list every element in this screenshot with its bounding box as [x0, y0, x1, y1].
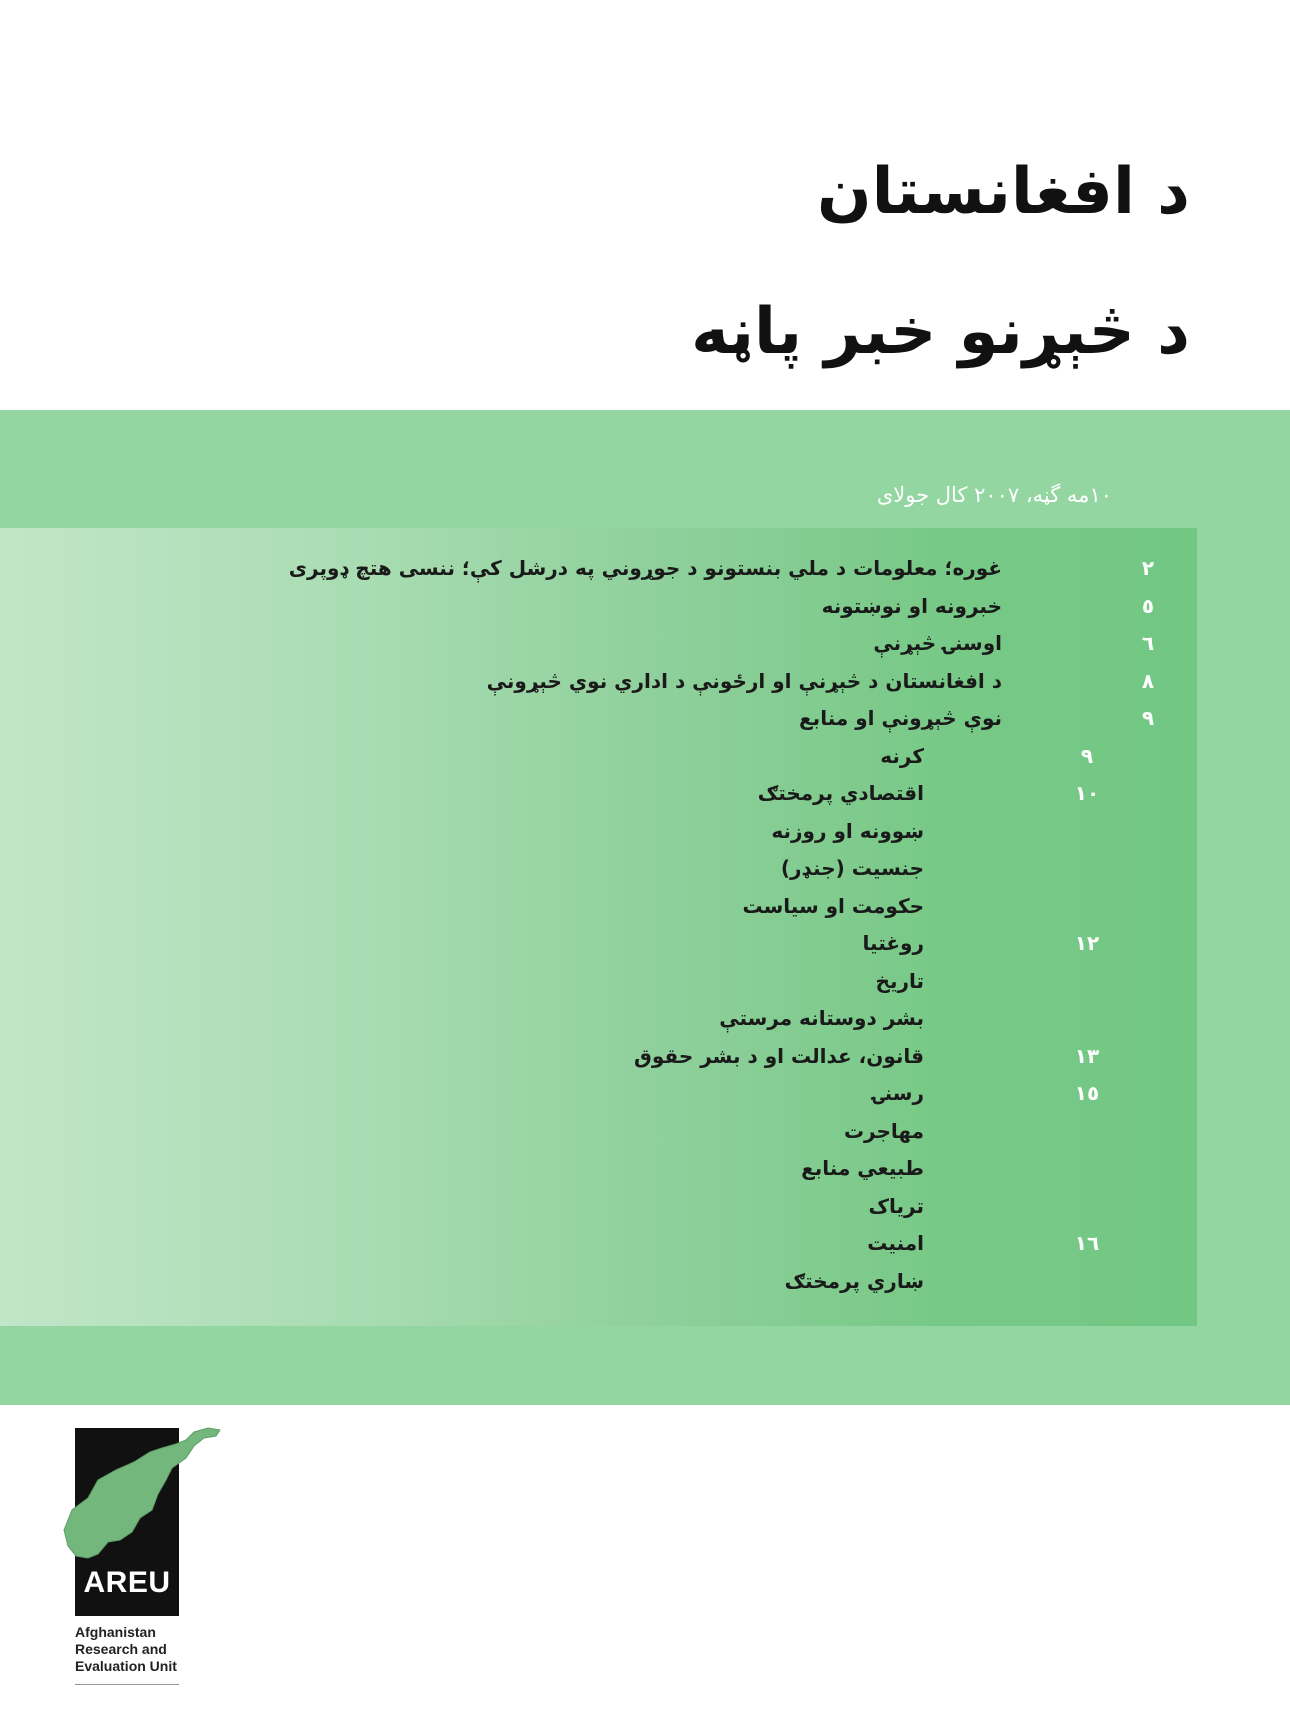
toc-entry — [0, 1002, 1197, 1038]
toc-page-number: ٩ — [1141, 706, 1155, 730]
toc-entry — [0, 1265, 1197, 1301]
toc-entry-title: اوسنۍ څېړنې — [873, 631, 1002, 655]
table-of-contents — [0, 528, 1197, 1326]
toc-entry-title: نوې څېړونې او منابع — [799, 706, 1002, 730]
logo-line-1: Afghanistan — [75, 1624, 156, 1640]
toc-entry-title: قانون، عدالت او د بشر حقوق — [634, 1043, 924, 1068]
toc-entry — [0, 815, 1197, 851]
toc-entry — [0, 927, 1197, 963]
toc-entry — [0, 965, 1197, 1001]
toc-entry-title: ښاري پرمختګ — [784, 1268, 924, 1293]
toc-entry — [0, 665, 1197, 701]
toc-entry-title: تاریخ — [875, 968, 924, 993]
toc-entry-title: جنسیت (جنډر) — [780, 856, 924, 880]
toc-entry-title: مهاجرت — [843, 1118, 924, 1143]
toc-entry — [0, 890, 1197, 926]
toc-entry — [0, 627, 1197, 663]
toc-entry — [0, 777, 1197, 813]
toc-page-number: ٦ — [1141, 631, 1155, 655]
logo-subtitle — [75, 1624, 177, 1675]
toc-entry — [0, 852, 1197, 888]
toc-entry — [0, 1152, 1197, 1188]
toc-entry-title: رسنۍ — [872, 1081, 924, 1105]
toc-page-number: ٢ — [1141, 556, 1155, 580]
toc-entry — [0, 740, 1197, 776]
logo-rule — [75, 1684, 179, 1685]
toc-page-number: ١٢ — [1074, 931, 1100, 955]
toc-entry — [0, 1040, 1197, 1076]
toc-entry-title: غوره؛ معلومات د ملي بنستونو د جوړوني په درشل کې؛ ننسی هتچ ډوپری — [288, 556, 1002, 580]
toc-entry — [0, 1227, 1197, 1263]
toc-page-number: ١٣ — [1074, 1043, 1100, 1068]
title-line-1: د افغانستان — [816, 155, 1190, 229]
toc-page-number: ٩ — [1080, 743, 1094, 768]
logo-line-2: Research and — [75, 1641, 167, 1657]
toc-entry — [0, 590, 1197, 626]
toc-entry-title: د افغانستان د څېړنې او ارځونې د اداري نوي څېړونې — [486, 668, 1002, 693]
toc-entry-title: حکومت او سیاست — [742, 893, 924, 918]
toc-entry — [0, 1115, 1197, 1151]
title-line-2: د څېړنو خبر پاڼه — [691, 295, 1190, 369]
issue-date: ١٠مه گڼه، ٢٠٠٧ کال جولای — [876, 483, 1112, 507]
toc-entry — [0, 552, 1197, 588]
toc-entry — [0, 702, 1197, 738]
toc-entry-title: ښوونه او روزنه — [771, 818, 924, 843]
toc-entry-title: طبیعي منابع — [801, 1156, 924, 1180]
toc-entry — [0, 1077, 1197, 1113]
toc-entry — [0, 1190, 1197, 1226]
toc-page-number: ١٠ — [1074, 781, 1100, 805]
toc-page-number: ١٥ — [1074, 1081, 1100, 1105]
toc-entry-title: بشر دوستانه مرستې — [719, 1006, 924, 1030]
toc-page-number: ٥ — [1141, 593, 1155, 618]
areu-logo — [58, 1418, 243, 1688]
logo-acronym: AREU — [83, 1566, 171, 1599]
toc-entry-title: امنیت — [867, 1231, 924, 1255]
toc-entry-title: خبرونه او نوښتونه — [821, 593, 1002, 618]
toc-list — [0, 528, 1197, 1326]
toc-entry-title: اقتصادي پرمختګ — [757, 781, 924, 805]
toc-entry-title: تریاک — [868, 1193, 924, 1218]
toc-page-number: ٨ — [1141, 668, 1155, 693]
toc-entry-title: روغتیا — [862, 931, 924, 955]
logo-line-3: Evaluation Unit — [75, 1658, 177, 1674]
toc-entry-title: کرنه — [880, 743, 924, 768]
toc-page-number: ١٦ — [1074, 1231, 1100, 1255]
